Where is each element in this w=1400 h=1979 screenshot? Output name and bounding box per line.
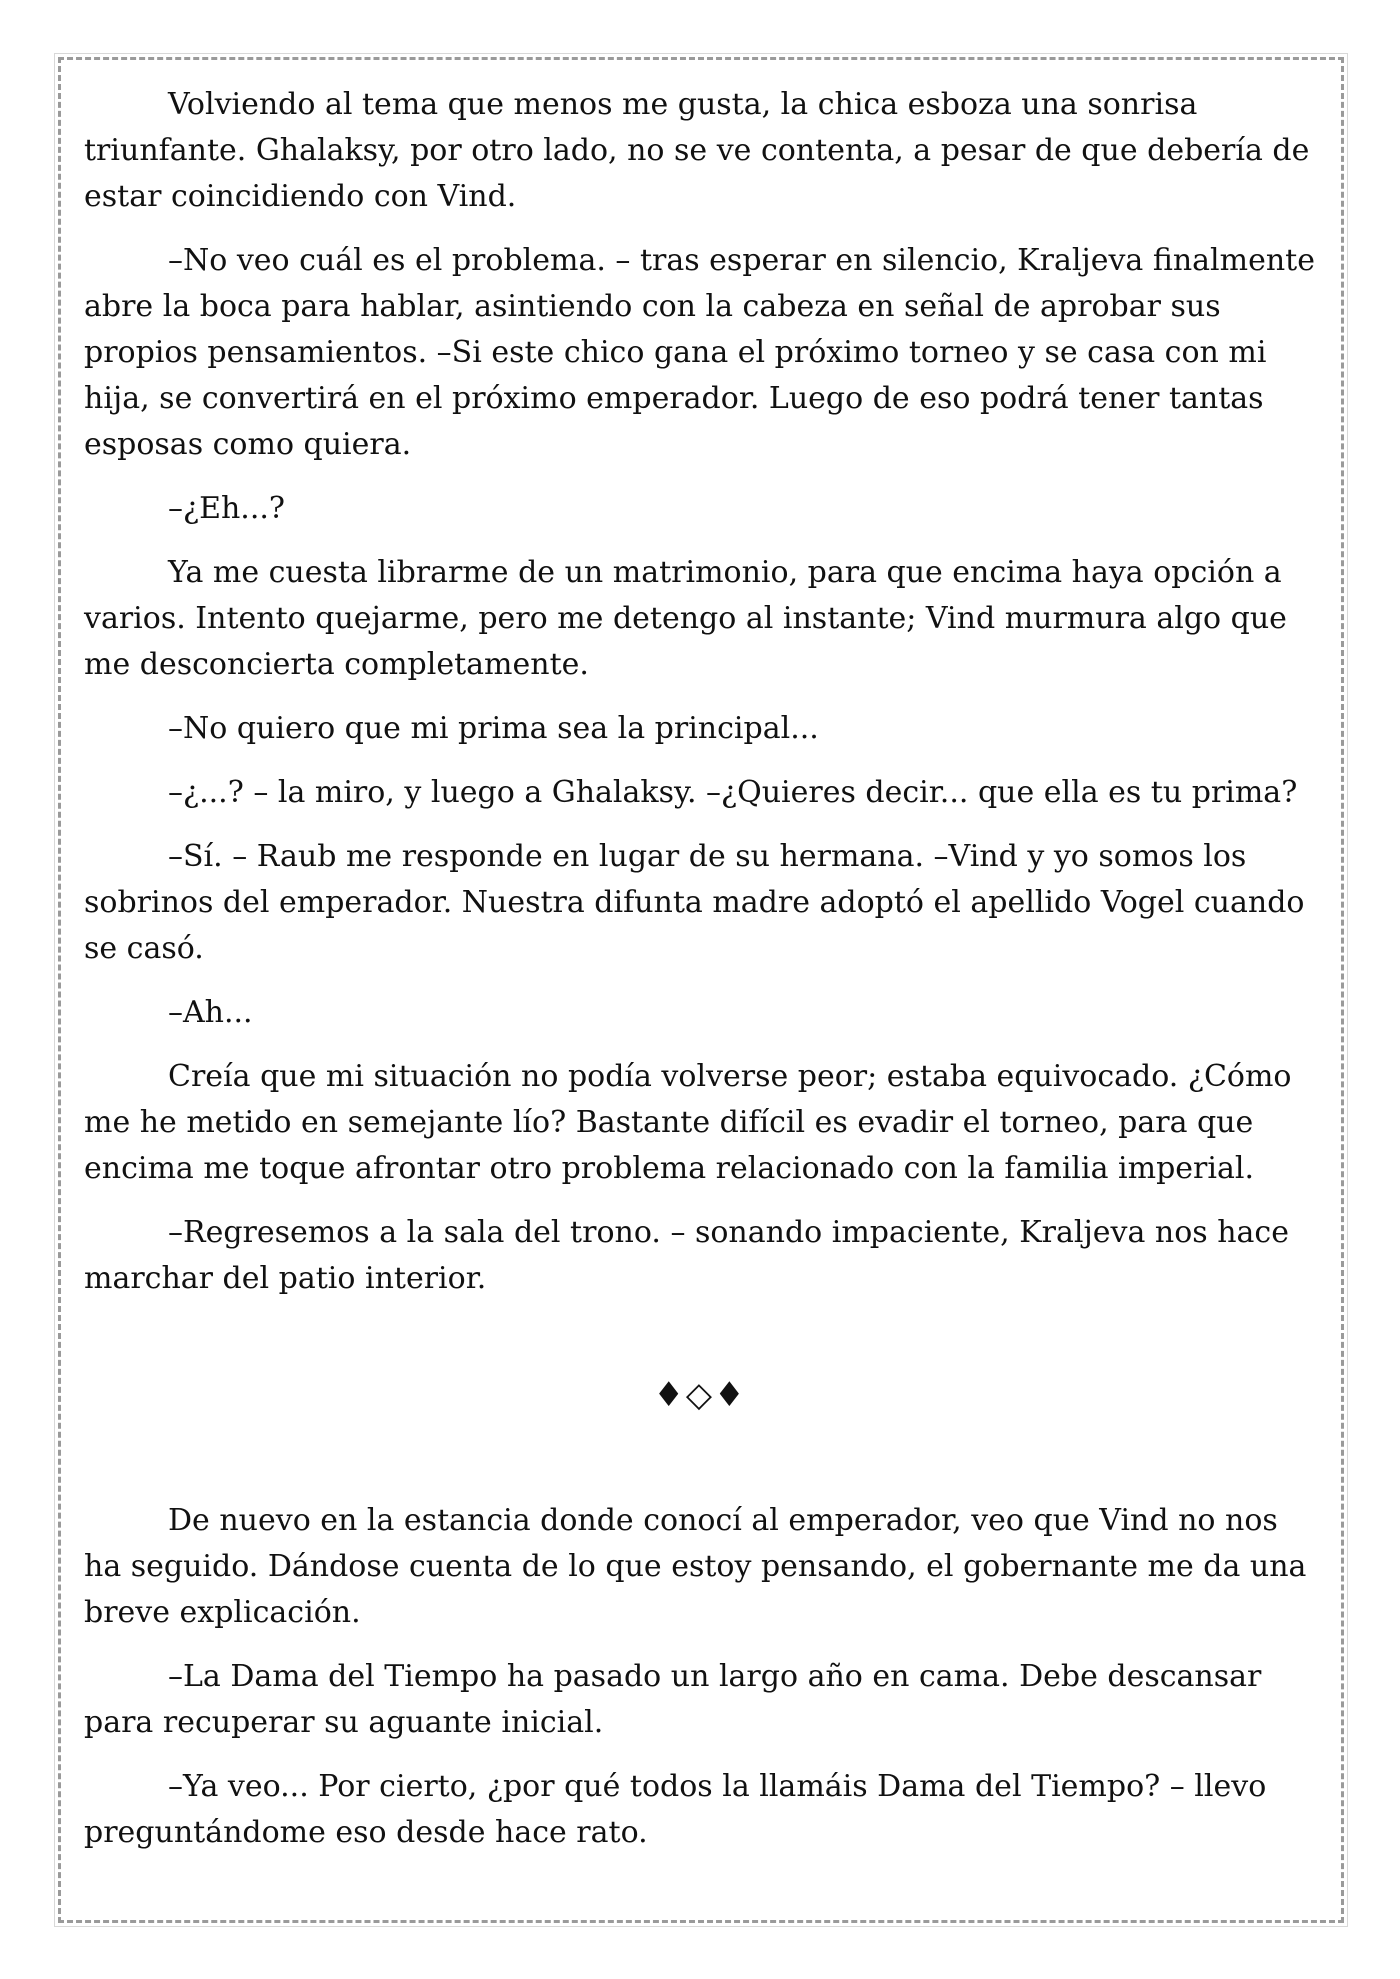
paragraph: –Ah... <box>168 995 253 1030</box>
paragraph: –Sí. – Raub me responde en lugar de su hermana. –Vind y yo somos los sobrinos del emperador. Nuestra difunta madre adoptó el apellido Vogel cuando se casó. <box>84 839 1305 966</box>
scene-break-separator: ♦◇♦ <box>653 1375 747 1415</box>
paragraph: –No veo cuál es el problema. – tras esperar en silencio, Kraljeva finalmente abre la boca para hablar, asintiendo con la cabeza en señal de aprobar sus propios pensamientos. –Si este chico gana el próximo torneo y se casa con mi hija, se convertirá en el próximo emperador. Luego de eso podrá tener tantas esposas como quiera. <box>84 243 1315 462</box>
paragraph: –¿Eh...? <box>168 491 285 526</box>
paragraph: –¿...? – la miro, y luego a Ghalaksy. –¿Quieres decir... que ella es tu prima? <box>168 775 1298 810</box>
document-body <box>84 82 1316 1874</box>
paragraph: De nuevo en la estancia donde conocí al emperador, veo que Vind no nos ha seguido. Dándose cuenta de lo que estoy pensando, el gobernante me da una breve explicación. <box>84 1503 1307 1630</box>
paragraph: –Ya veo... Por cierto, ¿por qué todos la llamáis Dama del Tiempo? – llevo preguntándome eso desde hace rato. <box>84 1769 1267 1850</box>
paragraph: –La Dama del Tiempo ha pasado un largo año en cama. Debe descansar para recuperar su aguante inicial. <box>84 1659 1262 1740</box>
paragraph: Creía que mi situación no podía volverse peor; estaba equivocado. ¿Cómo me he metido en semejante lío? Bastante difícil es evadir el torneo, para que encima me toque afrontar otro problema relacionado con la familia imperial. <box>84 1059 1292 1186</box>
paragraph: Ya me cuesta librarme de un matrimonio, para que encima haya opción a varios. Intento quejarme, pero me detengo al instante; Vind murmura algo que me desconcierta completamente. <box>84 555 1287 682</box>
paragraph: –No quiero que mi prima sea la principal... <box>168 711 819 746</box>
paragraph: Volviendo al tema que menos me gusta, la chica esboza una sonrisa triunfante. Ghalaksy, por otro lado, no se ve contenta, a pesar de que debería de estar coincidiendo con Vind. <box>84 87 1310 214</box>
paragraph: –Regresemos a la sala del trono. – sonando impaciente, Kraljeva nos hace marchar del patio interior. <box>84 1215 1289 1296</box>
